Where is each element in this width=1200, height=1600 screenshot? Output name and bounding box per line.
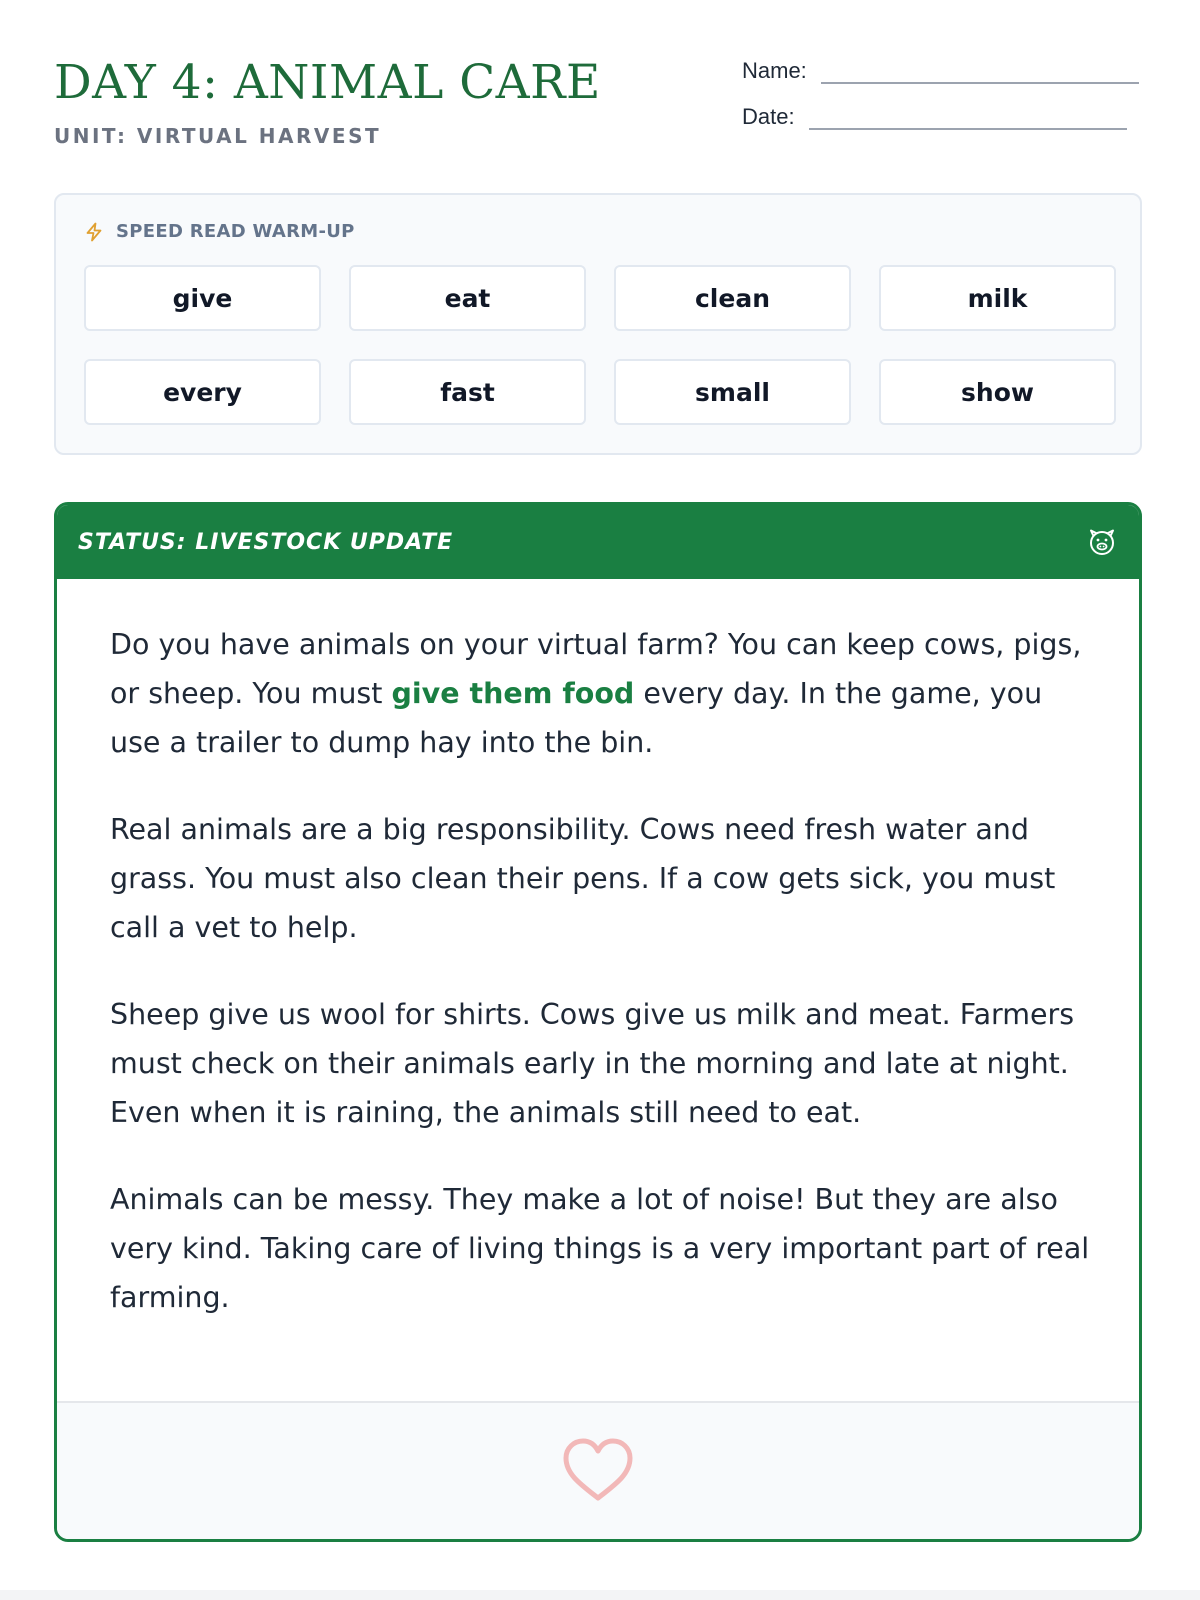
paragraph-1-start: Do you have animals on your virtual farm? You can keep cows, pigs, or sheep. You must [110, 628, 1082, 710]
name-label: Name: [742, 58, 807, 83]
word-card: milk [879, 265, 1116, 331]
paragraph-1-end: every day. In the game, you use a trailer to dump hay into the bin. [110, 677, 1043, 759]
name-line[interactable] [821, 56, 1139, 84]
status-title: STATUS: LIVESTOCK UPDATE [78, 529, 454, 555]
highlighted-phrase: give them food [391, 677, 635, 710]
paragraph-3: Sheep give us wool for shirts. Cows give us milk and meat. Farmers must check on their animals early in the morning and late at night. Even when it is raining, the animals still need to eat. [110, 998, 1075, 1129]
word-card: fast [349, 359, 586, 425]
page-bottom-strip [0, 1590, 1200, 1600]
heart-icon [558, 1436, 638, 1506]
status-body [110, 620, 1100, 1360]
word-grid [84, 265, 1116, 425]
warmup-label: SPEED READ WARM-UP [116, 221, 355, 242]
worksheet-page [54, 0, 1146, 1314]
paragraph-2: Real animals are a big responsibility. Cows need fresh water and grass. You must also clean their pens. If a cow gets sick, you must call a vet to help. [110, 813, 1056, 944]
paragraph-4: Animals can be messy. They make a lot of noise! But they are also very kind. Taking care of living things is a very important part of real farming. [110, 1183, 1090, 1314]
date-field [742, 102, 1127, 130]
pig-face-icon [1085, 525, 1119, 559]
date-line[interactable] [809, 102, 1127, 130]
word-card: every [84, 359, 321, 425]
word-card: show [879, 359, 1116, 425]
worksheet-header [54, 0, 1146, 185]
warmup-header [84, 221, 355, 242]
word-card: small [614, 359, 851, 425]
paragraph-1 [110, 620, 1100, 767]
speed-read-warmup [54, 193, 1142, 455]
status-footer [57, 1401, 1139, 1539]
page-title: DAY 4: ANIMAL CARE [54, 55, 601, 110]
status-header-bar [57, 505, 1139, 579]
word-card: eat [349, 265, 586, 331]
livestock-status-card [54, 502, 1142, 1542]
word-card: give [84, 265, 321, 331]
name-field [742, 56, 1139, 84]
unit-subtitle: UNIT: VIRTUAL HARVEST [54, 124, 382, 148]
date-label: Date: [742, 104, 795, 129]
word-card: clean [614, 265, 851, 331]
lightning-bolt-icon [84, 222, 104, 242]
